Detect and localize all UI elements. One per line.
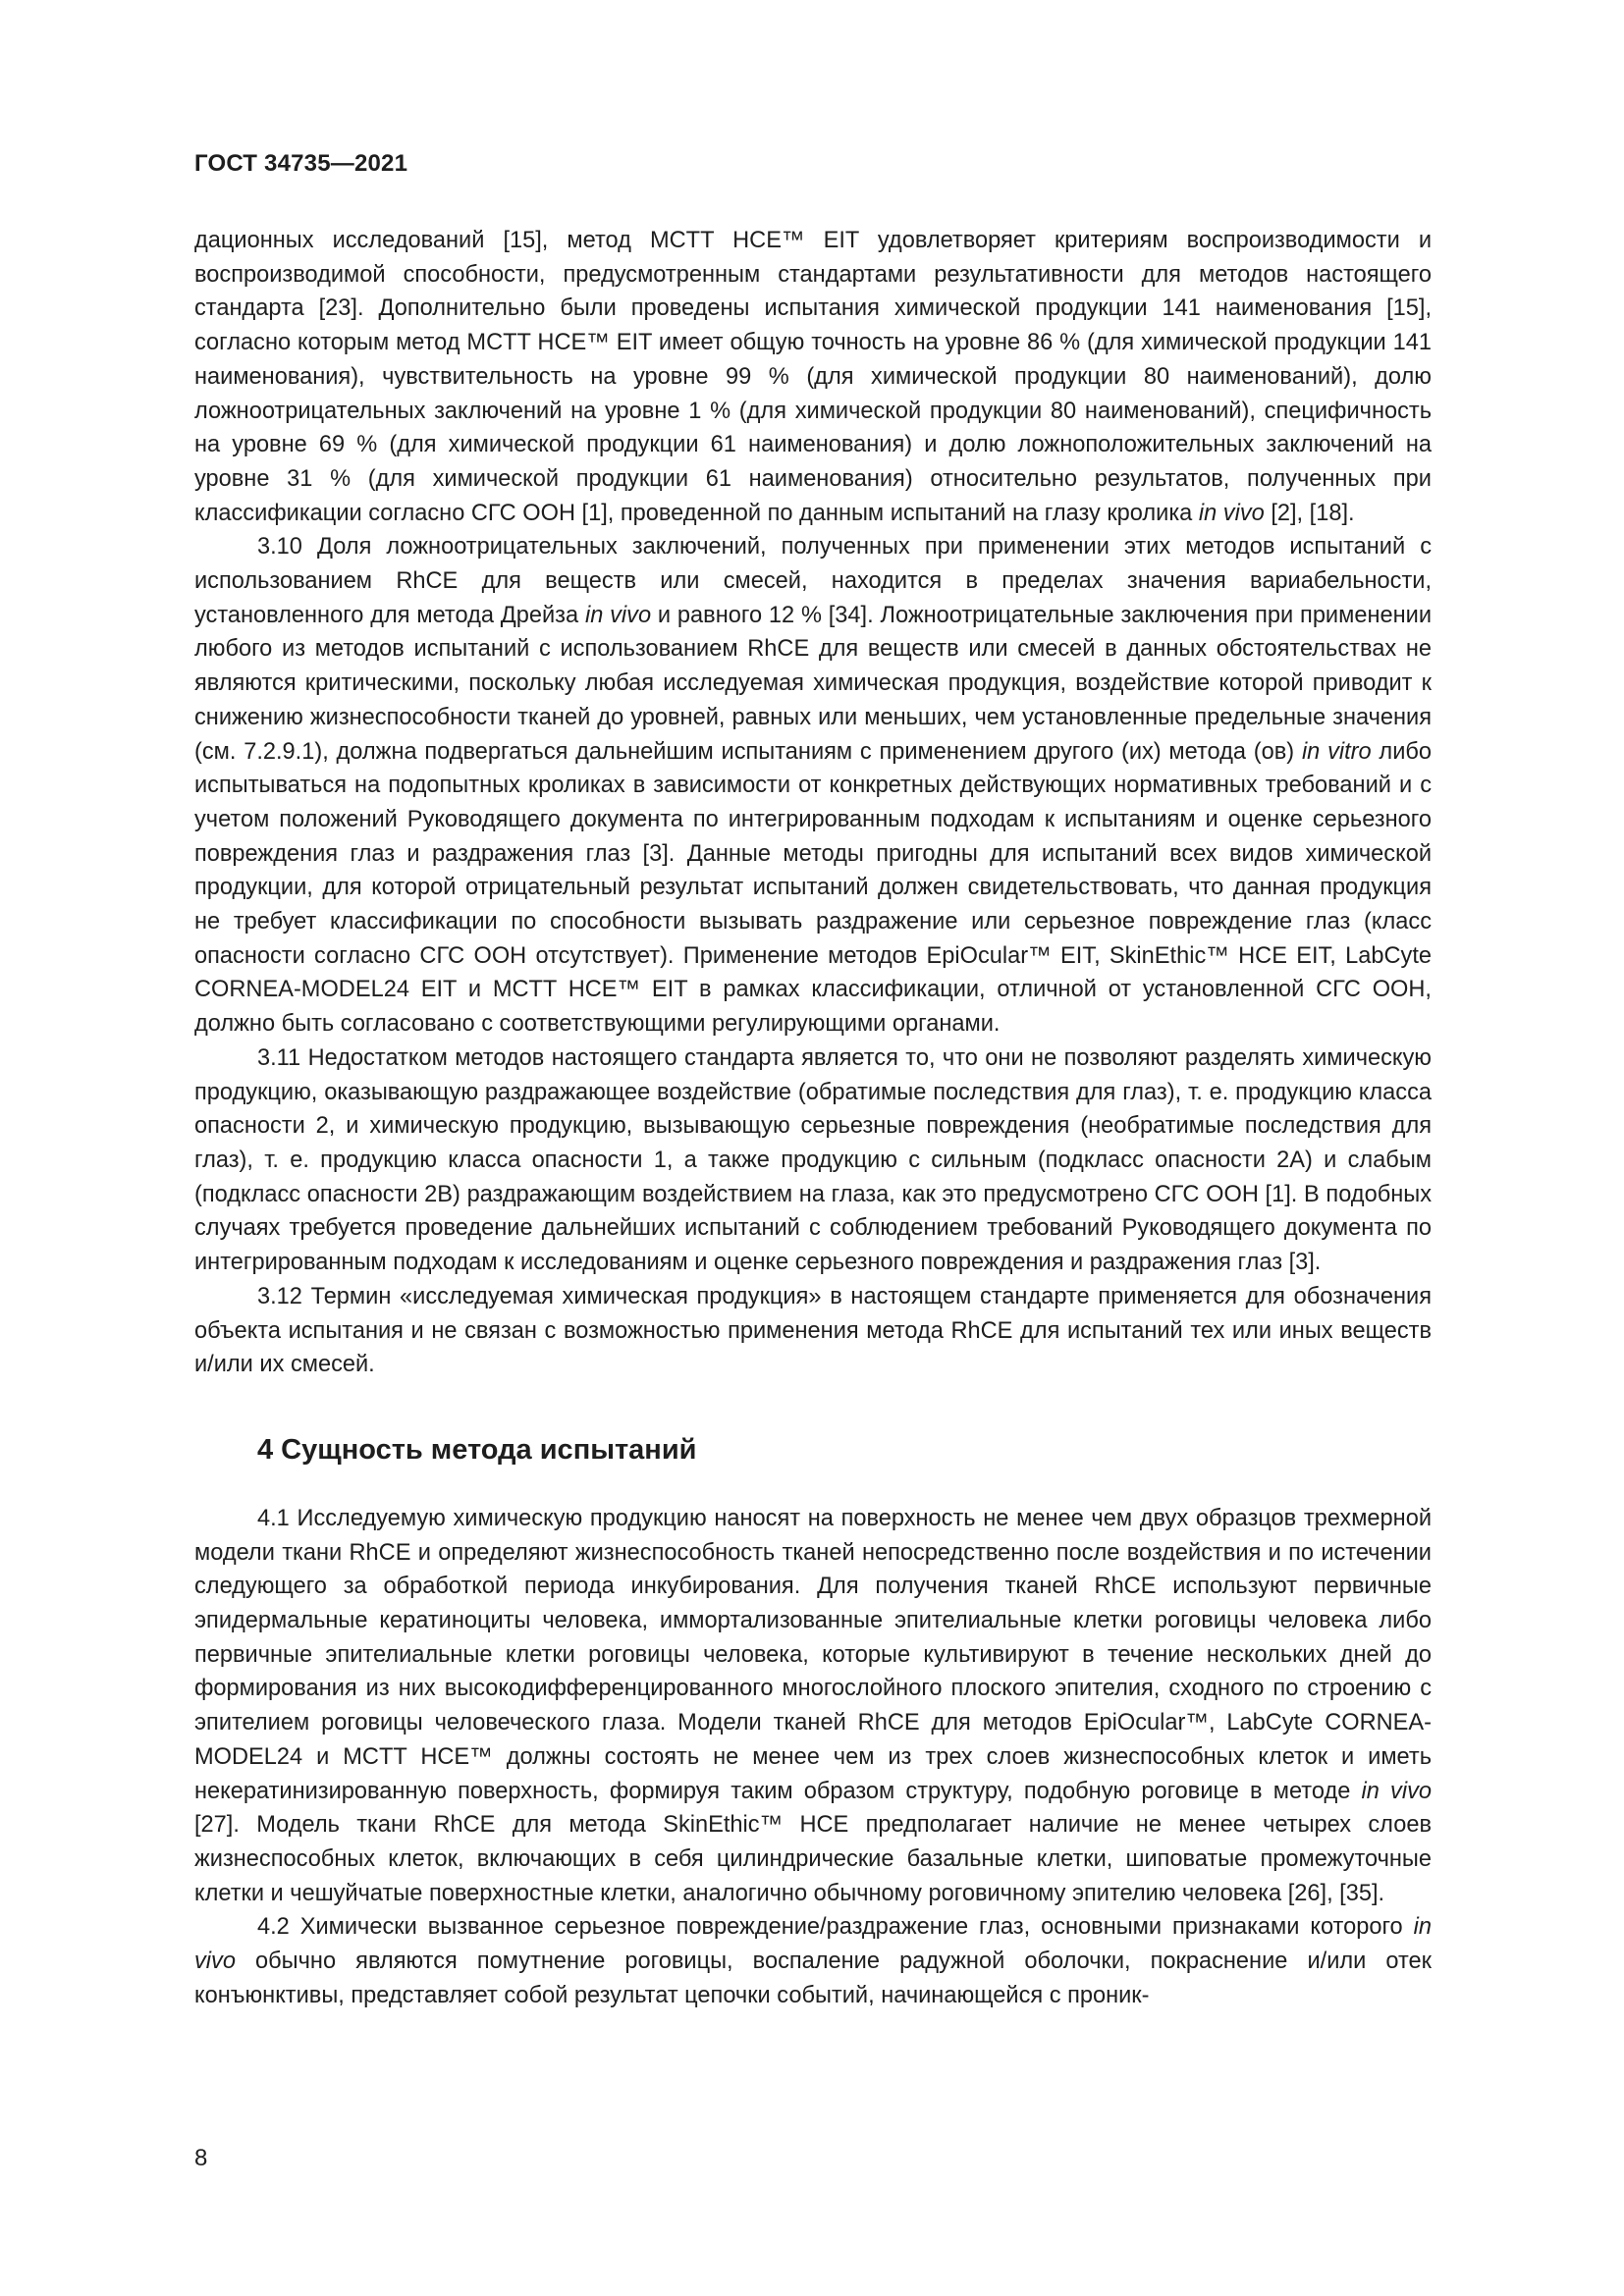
body-paragraph-continuation: дационных исследований [15], метод MCTT HCE™ EIT удовлетворяет критериям воспроизводимости и воспроизводимой способности, предусмотренным стандартами результативности для методов настоящего стандарта [23]. Дополнительно были проведены испытания химической продукции 141 наименования [15], согласно которым метод MCTT HCE™ EIT имеет общую точность на уровне 86 % (для химической продукции 141 наименования), чувствительность на уровне 99 % (для химической продукции 80 наименований), долю ложноотрицательных заключений на уровне 1 % (для химической продукции 80 наименований), специфичность на уровне 69 % (для химической продукции 61 наименования) и долю ложноположительных заключений на уровне 31 % (для химической продукции 61 наименования) относительно результатов, полученных при классификации согласно СГС ООН [1], проведенной по данным испытаний на глазу кролика in vivo [2], [18]. <box>194 228 1432 526</box>
body-paragraph-3-11: 3.11 Недостатком методов настоящего стандарта является то, что они не позволяют разделять химическую продукцию, оказывающую раздражающее воздействие (обратимые последствия для глаз), т. е. продукцию класса опасности 2, и химическую продукцию, вызывающую серьезные повреждения (необратимые последствия для глаз), т. е. продукцию класса опасности 1, а также продукцию с сильным (подкласс опасности 2А) и слабым (подкласс опасности 2В) раздражающим воздействием на глаза, как это предусмотрено СГС ООН [1]. В подобных случаях требуется проведение дальнейших испытаний с соблюдением требований Руководящего документа по интегрированным подходам к исследованиям и оценке серьезного повреждения и раздражения глаз [3]. <box>194 1044 1432 1276</box>
section-heading-4: 4 Сущность метода испытаний <box>257 1433 697 1466</box>
body-paragraph-3-12: 3.12 Термин «исследуемая химическая продукция» в настоящем стандарте применяется для обозначения объекта испытания и не связан с возможностью применения метода RhCE для испытаний тех или иных веществ и/или их смесей. <box>194 1283 1432 1378</box>
body-paragraph-4-1: 4.1 Исследуемую химическую продукцию наносят на поверхность не менее чем двух образцов трехмерной модели ткани RhCE и определяют жизнеспособность тканей непосредственно после воздействия и по истечении следующего за обработкой периода инкубирования. Для получения тканей RhCE используют первичные эпидермальные кератиноциты человека, иммортализованные эпителиальные клетки роговицы человека либо первичные эпителиальные клетки роговицы человека, которые культивируют в течение нескольких дней до формирования из них высокодифференцированного многослойного плоского эпителия, сходного по строению с эпителием роговицы человеческого глаза. Модели тканей RhCE для методов EpiOcular™, LabCyte CORNEA-MODEL24 и MCTT HCE™ должны состоять не менее чем из трех слоев жизнеспособных клеток и иметь некератинизированную поверхность, формируя таким образом структуру, подобную роговице в методе in vivo [27]. Модель ткани RhCE для метода SkinEthic™ HCE предполагает наличие не менее четырех слоев жизнеспособных клеток, включающих в себя цилиндрические базальные клетки, шиповатые промежуточные клетки и чешуйчатые поверхностные клетки, аналогично обычному роговичному эпителию человека [26], [35]. <box>194 1505 1432 1906</box>
body-paragraph-3-10: 3.10 Доля ложноотрицательных заключений, полученных при применении этих методов испытаний с использованием RhCE для веществ или смесей, находится в пределах значения вариабельности, установленного для метода Дрейза in vivo и равного 12 % [34]. Ложноотрицательные заключения при применении любого из методов испытаний с использованием RhCE для веществ или смесей в данных обстоятельствах не являются критическими, поскольку любая исследуемая химическая продукция, воздействие которой приводит к снижению жизнеспособности тканей до уровней, равных или меньших, чем установленные предельные значения (см. 7.2.9.1), должна подвергаться дальнейшим испытаниям с применением другого (их) метода (ов) in vitro либо испытываться на подопытных кроликах в зависимости от конкретных действующих нормативных требований и с учетом положений Руководящего документа по интегрированным подходам к испытаниям и оценке серьезного повреждения глаз и раздражения глаз [3]. Данные методы пригодны для испытаний всех видов химической продукции, для которой отрицательный результат испытаний должен свидетельствовать, что данная продукция не требует классификации по способности вызывать раздражение или серьезное повреждение глаз (класс опасности согласно СГС ООН отсутствует). Применение методов EpiOcular™ EIT, SkinEthic™ HCE EIT, LabCyte CORNEA-MODEL24 EIT и MCTT HCE™ EIT в рамках классификации, отличной от установленной СГС ООН, должно быть согласовано с соответствующими регулирующими органами. <box>194 534 1433 1038</box>
document-body <box>194 224 1432 2012</box>
body-paragraph-4-2: 4.2 Химически вызванное серьезное повреждение/раздражение глаз, основными признаками которого in vivo обычно являются помутнение роговицы, воспаление радужной оболочки, покраснение и/или отек конъюнктивы, представляет собой результат цепочки событий, начинающейся с проник- <box>194 1914 1432 2008</box>
document-code-header: ГОСТ 34735—2021 <box>194 150 408 177</box>
page-number: 8 <box>194 2145 208 2171</box>
